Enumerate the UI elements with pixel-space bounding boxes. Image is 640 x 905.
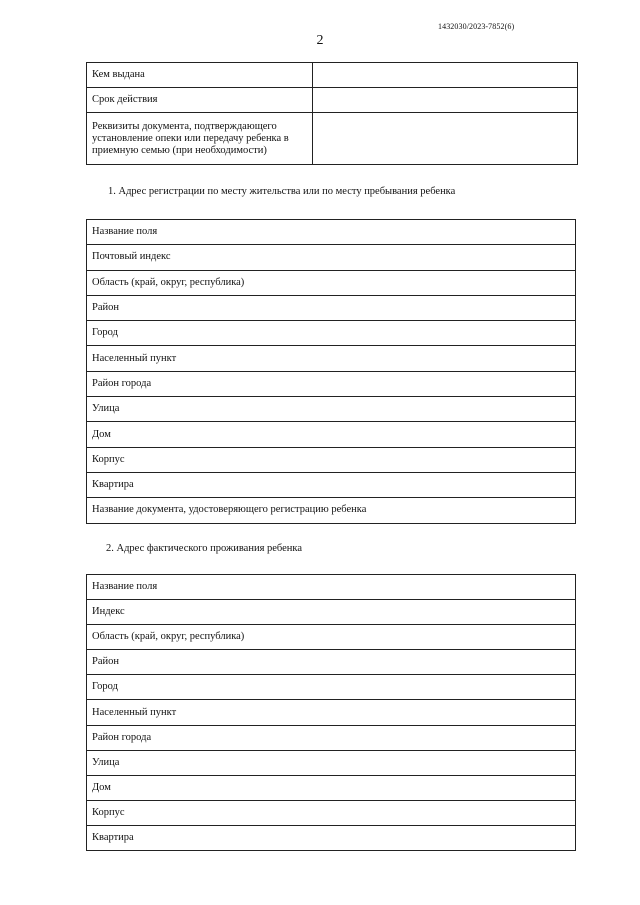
field-label: Дом xyxy=(87,775,576,800)
table-row xyxy=(87,245,576,270)
row-label-guardianship-document: Реквизиты документа, подтверждающего установление опеки или передачу ребенка в приемную семью (при необходимости) xyxy=(87,113,313,165)
field-label: Город xyxy=(87,321,576,346)
table-row xyxy=(87,625,576,650)
field-label: Дом xyxy=(87,422,576,447)
field-label: Название поля xyxy=(87,575,576,600)
table-row xyxy=(87,825,576,850)
table-row xyxy=(87,113,578,165)
field-label: Область (край, округ, республика) xyxy=(87,625,576,650)
field-label: Корпус xyxy=(87,800,576,825)
row-value-issued-by xyxy=(313,63,578,88)
table-row xyxy=(87,725,576,750)
field-label: Корпус xyxy=(87,447,576,472)
field-label: Название документа, удостоверяющего регистрацию ребенка xyxy=(87,498,576,523)
field-label: Населенный пункт xyxy=(87,346,576,371)
table-row xyxy=(87,498,576,523)
table-row xyxy=(87,575,576,600)
section1-heading: 1. Адрес регистрации по месту жительства или по месту пребывания ребенка xyxy=(108,186,456,197)
table-row xyxy=(87,800,576,825)
field-label: Район города xyxy=(87,725,576,750)
field-label: Населенный пункт xyxy=(87,700,576,725)
field-label: Район города xyxy=(87,371,576,396)
field-label: Улица xyxy=(87,750,576,775)
table-row xyxy=(87,600,576,625)
table-row xyxy=(87,270,576,295)
field-label: Район xyxy=(87,295,576,320)
table-row xyxy=(87,371,576,396)
actual-address-table xyxy=(86,574,576,851)
table-row xyxy=(87,700,576,725)
field-label: Название поля xyxy=(87,220,576,245)
table-row xyxy=(87,447,576,472)
field-label: Квартира xyxy=(87,472,576,497)
page-number: 2 xyxy=(316,33,324,48)
field-label: Район xyxy=(87,650,576,675)
field-label: Квартира xyxy=(87,825,576,850)
field-label: Улица xyxy=(87,397,576,422)
row-value-guardianship-document xyxy=(313,113,578,165)
field-label: Почтовый индекс xyxy=(87,245,576,270)
registration-address-table xyxy=(86,219,576,524)
field-label: Индекс xyxy=(87,600,576,625)
document-number: 1432030/2023-7852(6) xyxy=(438,22,515,31)
field-label: Город xyxy=(87,675,576,700)
row-label-issued-by: Кем выдана xyxy=(87,63,313,88)
field-label: Область (край, округ, республика) xyxy=(87,270,576,295)
table-row xyxy=(87,63,578,88)
table-row xyxy=(87,422,576,447)
table-row xyxy=(87,650,576,675)
table-row xyxy=(87,220,576,245)
row-label-validity: Срок действия xyxy=(87,88,313,113)
table-row xyxy=(87,472,576,497)
document-details-table xyxy=(86,62,578,165)
table-row xyxy=(87,346,576,371)
table-row xyxy=(87,295,576,320)
table-row xyxy=(87,321,576,346)
table-row xyxy=(87,675,576,700)
table-row xyxy=(87,88,578,113)
table-row xyxy=(87,775,576,800)
section2-heading: 2. Адрес фактического проживания ребенка xyxy=(106,543,303,554)
table-row xyxy=(87,750,576,775)
table-row xyxy=(87,397,576,422)
row-value-validity xyxy=(313,88,578,113)
